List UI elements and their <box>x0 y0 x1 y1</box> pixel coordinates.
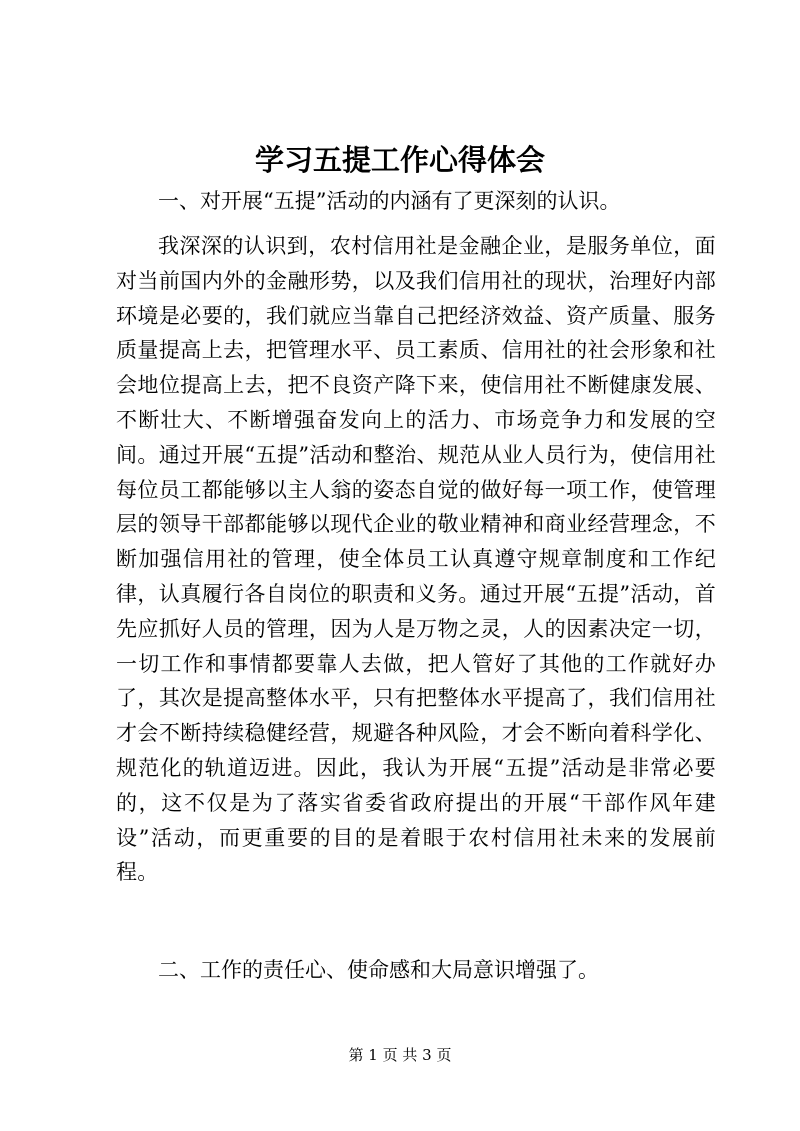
document-title: 学习五提工作心得体会 <box>254 143 545 177</box>
section-2-heading: 二、工作的责任心、使命感和大局意识增强了。 <box>158 958 599 982</box>
section-1-heading: 一、对开展“五提”活动的内涵有了更深刻的认识。 <box>158 189 621 213</box>
page-footer: 第 1 页 共 3 页 <box>348 1046 452 1064</box>
section-1-body: 我深深的认识到，农村信用社是金融企业，是服务单位，面对当前国内外的金融形势，以及我们信用社的现状，治理好内部环境是必要的，我们就应当靠自己把经济效益、资产质量、服务质量提高上去，把管理水平、员工素质、信用社的社会形象和社会地位提高上去，把不良资产降下来，使信用社不断健康发展、不断壮大、不断增强奋发向上的活力、市场竞争力和发展的空间。通过开展“五提”活动和整治、规范从业人员行为，使信用社每位员工都能够以主人翁的姿态自觉的做好每一项工作，使管理层的领导干部都能够以现代企业的敬业精神和商业经营理念，不断加强信用社的管理，使全体员工认真遵守规章制度和工作纪律，认真履行各自岗位的职责和义务。通过开展“五提”活动，首先应抓好人员的管理，因为人是万物之灵，人的因素决定一切，一切工作和事情都要靠人去做，把人管好了其他的工作就好办了，其次是提高整体水平，只有把整体水平提高了，我们信用社才会不断持续稳健经营，规避各种风险，才会不断向着科学化、规范化的轨道迈进。因此，我认为开展“五提”活动是非常必要的，这不仅是为了落实省委省政府提出的开展“干部作风年建设”活动，而更重要的目的是着眼于农村信用社未来的发展前程。 <box>116 234 716 885</box>
